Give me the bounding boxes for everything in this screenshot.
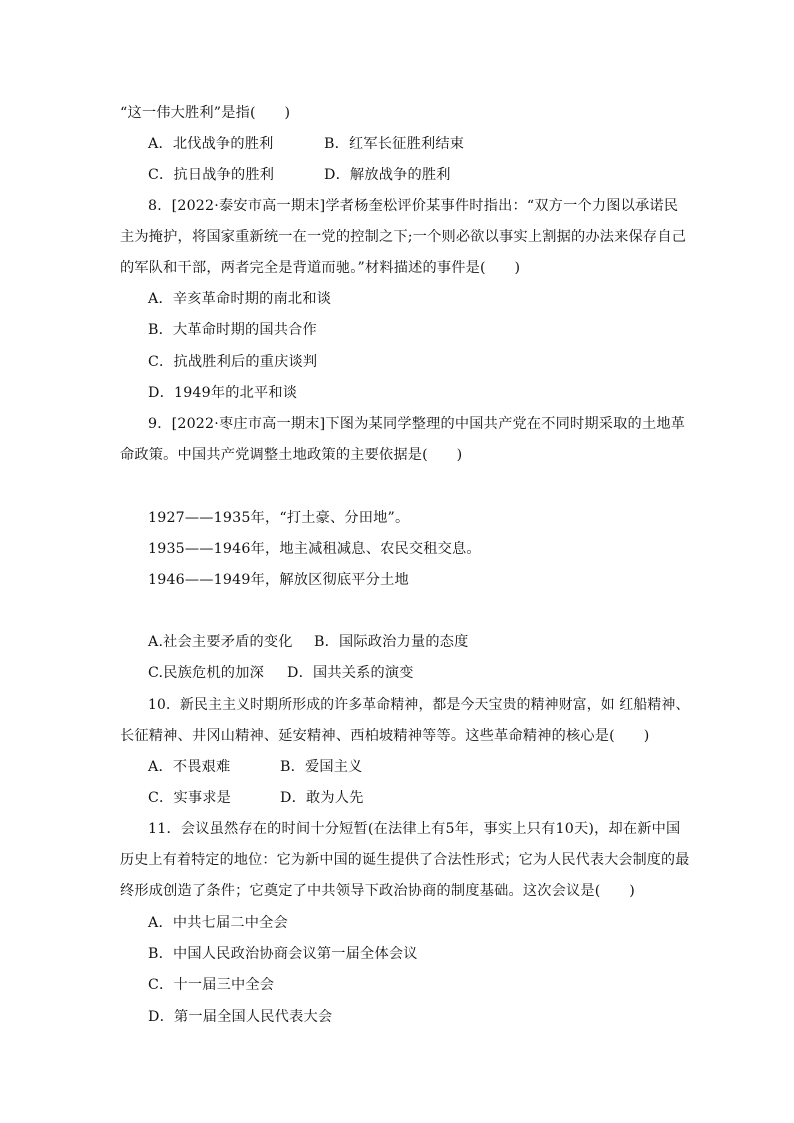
q11-stem-line-3: 终形成创造了条件；它奠定了中共领导下政治协商的制度基础。这次会议是( ) xyxy=(120,883,636,899)
q9-options-row1 xyxy=(148,633,568,651)
q9-policy-row-1: 1927——1935年，“打土豪、分田地”。 xyxy=(148,510,410,526)
q10-option-c[interactable]: C．实事求是 xyxy=(148,790,231,806)
q8-option-b[interactable]: B．大革命时期的国共合作 xyxy=(148,322,317,338)
q7-options-row2 xyxy=(148,166,548,184)
q8-stem-line-2: 主为掩护，将国家重新统一在一党的控制之下;一个则必欲以事实上割据的办法来保存自己 xyxy=(120,229,687,245)
q8-stem-line-1: 8．[2022·泰安市高一期末]学者杨奎松评价某事件时指出：“双方一个力图以承诺民 xyxy=(148,198,679,214)
q9-policy-row-3: 1946——1949年，解放区彻底平分土地 xyxy=(148,572,409,588)
q7-stem-tail: “这一伟大胜利”是指( ) xyxy=(120,105,291,121)
q7-option-a[interactable]: A．北伐战争的胜利 xyxy=(148,136,274,152)
q10-options-row2 xyxy=(148,789,548,807)
q7-options-row1 xyxy=(148,135,548,153)
q9-option-d[interactable]: D．国共关系的演变 xyxy=(287,665,414,681)
q10-stem-line-1: 10．新民主主义时期所形成的许多革命精神，都是今天宝贵的精神财富，如 红船精神、 xyxy=(148,697,690,713)
q8-stem-line-3: 的军队和干部，两者完全是背道而驰。”材料描述的事件是( ) xyxy=(120,260,521,276)
q9-options-row2 xyxy=(148,664,568,682)
q9-option-c[interactable]: C.民族危机的加深 xyxy=(148,665,264,681)
q11-option-c[interactable]: C．十一届三中全会 xyxy=(148,977,275,993)
q9-option-b[interactable]: B．国际政治力量的态度 xyxy=(314,634,469,650)
q10-stem-line-2: 长征精神、井冈山精神、延安精神、西柏坡精神等等。这些革命精神的核心是( ) xyxy=(120,728,650,744)
q7-option-b[interactable]: B．红军长征胜利结束 xyxy=(324,136,465,152)
q7-option-d[interactable]: D．解放战争的胜利 xyxy=(324,167,451,183)
q8-option-d[interactable]: D．1949年的北平和谈 xyxy=(148,385,298,401)
q11-option-b[interactable]: B．中国人民政治协商会议第一届全体会议 xyxy=(148,946,418,962)
q9-stem-line-2: 命政策。中国共产党调整土地政策的主要依据是( ) xyxy=(120,447,463,463)
q8-option-c[interactable]: C．抗战胜利后的重庆谈判 xyxy=(148,354,318,370)
q10-option-b[interactable]: B．爱国主义 xyxy=(280,759,363,775)
q11-stem-line-2: 历史上有着特定的地位：它为新中国的诞生提供了合法性形式；它为人民代表大会制度的最 xyxy=(120,852,690,868)
q10-option-d[interactable]: D．敢为人先 xyxy=(280,790,364,806)
q11-option-d[interactable]: D．第一届全国人民代表大会 xyxy=(148,1009,333,1025)
q9-stem-line-1: 9．[2022·枣庄市高一期末]下图为某同学整理的中国共产党在不同时期采取的土地革 xyxy=(148,416,686,432)
q8-option-a[interactable]: A．辛亥革命时期的南北和谈 xyxy=(148,291,332,307)
q9-option-a[interactable]: A.社会主要矛盾的变化 xyxy=(148,634,293,650)
q11-option-a[interactable]: A．中共七届二中全会 xyxy=(148,915,288,931)
q10-options-row1 xyxy=(148,758,548,776)
q9-policy-row-2: 1935——1946年，地主减租减息、农民交租交息。 xyxy=(148,541,481,557)
q10-option-a[interactable]: A．不畏艰难 xyxy=(148,759,231,775)
q7-option-c[interactable]: C．抗日战争的胜利 xyxy=(148,167,275,183)
q11-stem-line-1: 11．会议虽然存在的时间十分短暂(在法律上有5年，事实上只有10天)，却在新中国 xyxy=(148,821,681,837)
